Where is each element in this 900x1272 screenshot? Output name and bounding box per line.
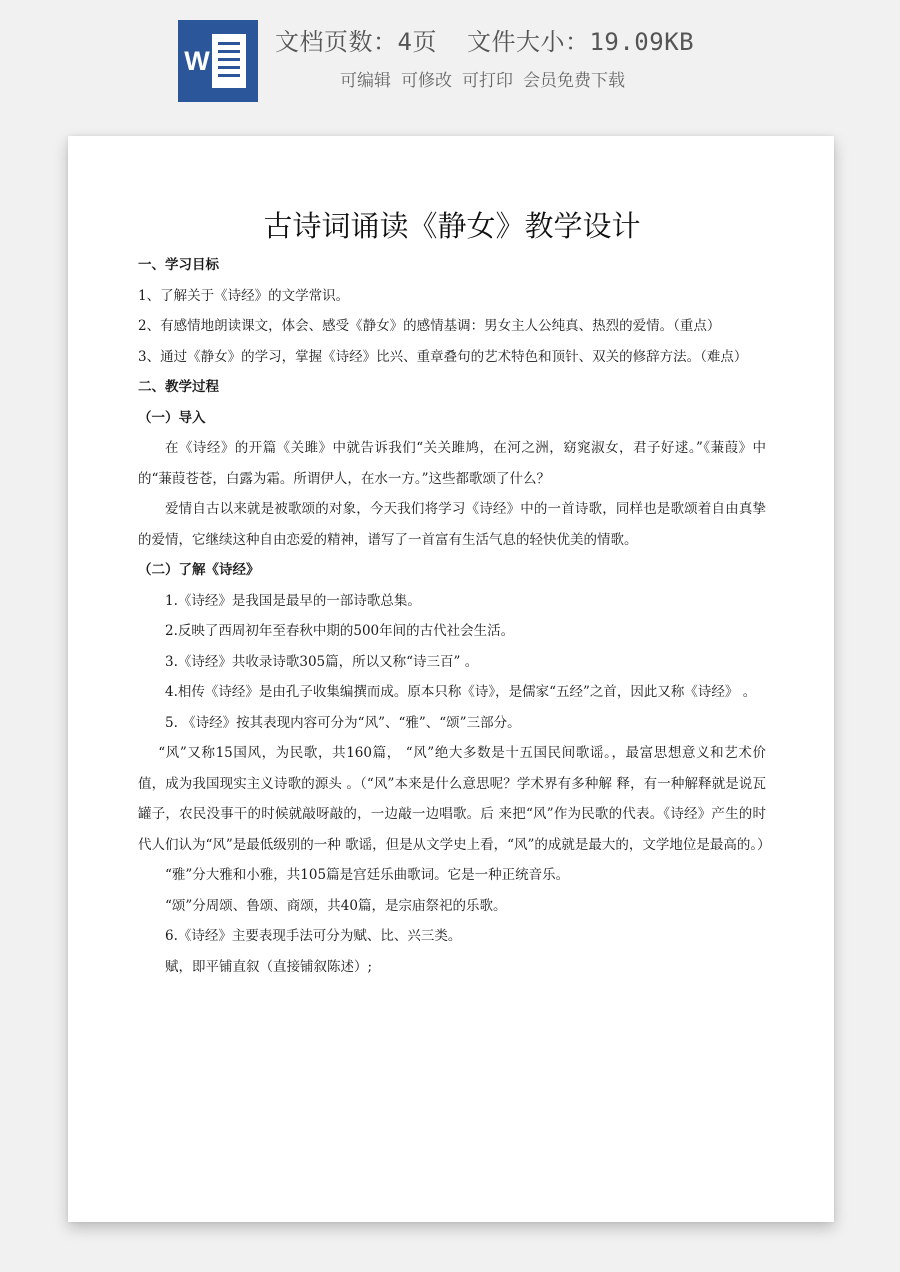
subsection-heading: （二）了解《诗经》 — [138, 562, 260, 578]
subsection-heading: （一）导入 — [138, 409, 206, 426]
paragraph: 3、通过《静女》的学习，掌握《诗经》比兴、重章叠句的艺术特色和顶针、双关的修辞方法。（难点） — [138, 348, 748, 365]
paragraph: 在《诗经》的开篇《关雎》中就告诉我们“关关雎鸠，在河之洲，窈窕淑女，君子好逑。”《蒹葭》中的“蒹葭苍苍，白露为霜。所谓伊人，在水一方。”这些都歌颂了什么？ — [138, 440, 766, 487]
feature-list — [340, 66, 635, 91]
list-item: 6.《诗经》主要表现手法可分为赋、比、兴三类。 — [165, 928, 462, 944]
paragraph: 爱情自古以来就是被歌颂的对象，今天我们将学习《诗经》中的一首诗歌，同样也是歌颂着自由真挚的爱情，它继续这种自由恋爱的精神，谱写了一首富有生活气息的轻快优美的情歌。 — [138, 501, 766, 548]
feature-editable: 可编辑 — [340, 71, 391, 91]
feature-printable: 可打印 — [462, 71, 513, 91]
paragraph: “风”又称15国风，为民歌，共160篇， “风”绝大多数是十五国民间歌谣。，最富思想意义和艺术价值，成为我国现实主义诗歌的源头 。（“风”本来是什么意思呢？学术界有多种解 释，有一种解释就是说瓦罐子，农民没事干的时候就敲呀敲的，一边敲一边唱歌。后 来把“风”作为民歌的代表。《诗经》产生的时代人们认为“风”是最低级别的一种 歌谣，但是从文学史上看，“风”的成就是最大的，文学地位是最高的。） — [138, 745, 771, 853]
svg-text:W: W — [184, 46, 210, 76]
section-heading: 二、教学过程 — [138, 379, 219, 395]
page-count: 文档页数：4页 — [275, 28, 437, 56]
paragraph: “颂”分周颂、鲁颂、商颂，共40篇，是宗庙祭祀的乐歌。 — [165, 897, 507, 914]
list-item: 2.反映了西周初年至春秋中期的500年间的古代社会生活。 — [165, 623, 515, 639]
list-item: 3.《诗经》共收录诗歌305篇，所以又称“诗三百” 。 — [165, 653, 479, 670]
list-item: 4.相传《诗经》是由孔子收集编撰而成。原本只称《诗》，是儒家“五经”之首，因此又称《诗经》 。 — [165, 684, 757, 700]
document-meta — [275, 22, 694, 57]
document-page — [68, 136, 834, 1222]
paragraph: “雅”分大雅和小雅，共105篇是宫廷乐曲歌词。它是一种正统音乐。 — [165, 867, 570, 883]
list-item: 5. 《诗经》按其表现内容可分为“风”、“雅”、“颂”三部分。 — [165, 714, 521, 731]
file-size: 文件大小：19.09KB — [466, 28, 695, 56]
feature-member-download: 会员免费下载 — [523, 71, 625, 91]
word-document-icon — [178, 20, 258, 102]
paragraph: 2、有感情地朗读课文，体会、感受《静女》的感情基调：男女主人公纯真、热烈的爱情。（重点） — [138, 318, 721, 334]
list-item: 1.《诗经》是我国是最早的一部诗歌总集。 — [165, 592, 421, 609]
feature-modifiable: 可修改 — [401, 71, 452, 91]
document-title: 古诗词诵读《静女》教学设计 — [263, 209, 641, 243]
download-banner — [0, 0, 900, 120]
document-content — [138, 206, 771, 982]
paragraph: 赋，即平铺直叙（直接铺叙陈述）; — [165, 958, 373, 975]
paragraph: 1、了解关于《诗经》的文学常识。 — [138, 287, 350, 304]
section-heading: 一、学习目标 — [138, 257, 219, 273]
